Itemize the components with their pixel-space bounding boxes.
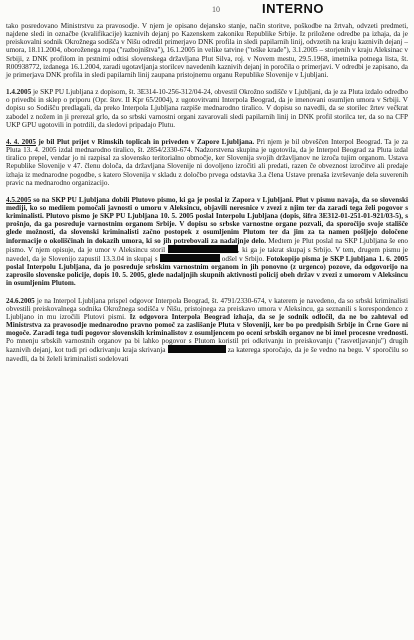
paragraph-text-bold: so na SKP PU Ljubljana dobili Plutovo pismo, ki ga je poslal iz Zapora v Ljubljani. Plut v pismu navaja, da so slovenski mediji, ko so mediiem pomočali javnosti o umoru v Aleksincu, objavili neresnice v zvezi z njim ter da zaradi tega želi pogovor s kriminalisti. Plutovo pismo je SKP PU Ljubljana 10. 5. 2005 poslal Interpolu Ljubljana (dopis, šifra 3E312-01-251-01-921/03-5), s prošnjo, da ga posreduje varnostnim organom Srbije. bbox=[6, 195, 408, 229]
paragraph-text-bold: Fotokopijo pisma je SKP Ljubljana 1. 6. 2005 poslal Interpolu Ljubljana, da jo posreduje srbskim varnostnim organom in jih ponovno (z urgenco) pozove, da odgovorijo na zaprosilo slovenske policije, dopis 10. 5. 2005, glede nadaljnjih skupnih aktivnosti policij obeh držav v zvezi z umorom v Aleksincu in osumljenim Plutom. bbox=[6, 254, 408, 288]
paragraph-intro bbox=[6, 22, 408, 79]
classification-header: INTERNO bbox=[262, 1, 324, 16]
redaction-bar bbox=[160, 254, 220, 262]
paragraph-text: Po mnenju srbskih varnostnih organov pa bi lahko pogovor s Plutom koristil pri odkrivanju in preiskovanju ("rasvetljavanju") drugih kaznivih dejanj, kot tudi pri odkrivanju kraja skrivanja bbox=[6, 337, 408, 355]
paragraph-text: je na Interpol Ljubljana prispel odgovor Interpola Beograd, št. 4791/2330-674, v katerem je navedeno, da so srbski kriminalisti obvestili preiskovalnega sodnika Okrožnega sodišča v Nišu, pristojnega za preiskavo umora v Aleksincu, ga seznanili s korespondenco z Ljubljano in mu izročili Plutovi pismi. bbox=[6, 296, 408, 321]
paragraph-date: 4. 4. 2005 bbox=[6, 137, 36, 146]
paragraph-text: , ki ga je takrat skupaj s Srbijo. V tem, drugem pismu je navedel, da je Slovenijo zapustil 13.3.04 in skupaj s bbox=[6, 245, 408, 263]
paragraph-date: 24.6.2005 bbox=[6, 296, 35, 305]
paragraph-2005-04-04 bbox=[6, 138, 408, 187]
paragraph-text: za katerega sporočajo, da je še vedno na begu. V sporočilu so navedli, da bi želeli kriminalisti sodelovati bbox=[6, 346, 408, 363]
paragraph-2005-04-01 bbox=[6, 88, 408, 129]
paragraph-2005-05-04 bbox=[6, 196, 408, 288]
paragraph-text: je SKP PU Ljubljana z dopisom, št. 3E314-10-256-312/04-24, obvestil Okrožno sodišče v Ljubljani, da je za Pluta izdalo odredbo o privedbi in sklep o priporu (Opr. štev. II Kpr 65/2004), z ugotovitvami Interpola Beograd, da je imenovani osumljen umora v Srbiji. V dopisu so Sodišču predlagali, da preko Interpola Ljubljana razpiše mednarodno tiralico. V dopisu so navedli, da se storilec žrtev večkrat zabodel z nožem in ji prerezal grlo, da so srbski varnostni organi zavarovali sledi papilarnih linij in DNK profil storilca ter, da so na CFP UKP GPU ugotovili in potrdili, da sledovi pripadajo Plutu. bbox=[6, 88, 408, 129]
paragraph-text: odšel v Srbijo. bbox=[219, 254, 267, 263]
paragraph-text-bold: V dopisu so srbske varnostne organe pozvali, da sporočijo svoje stališče glede možnosti, da slovenski kriminalisti začno postopek z osumljenim Plutom ter da jim za ta namen pošljejo določene informacije o okoliščinah in dokazih umora, ki so jih potrebovali za nadaljnje delo. bbox=[6, 220, 408, 245]
paragraph-date: 1.4.2005 bbox=[6, 88, 32, 97]
paragraph-2005-06-24 bbox=[6, 297, 408, 363]
document-body bbox=[6, 22, 408, 372]
page-number: 10 bbox=[212, 5, 220, 14]
paragraph-text: Pri njem je bil obveščen Interpol Beograd. Ta je za Pluta 13. 4. 2005 izdal mednarodno tiralico, št. 2854/2330-674. Nadzorstvena skupina je ugotovila, da je Interpol Beograd za Pluta izdal tiralico prepel, vendar jo ni razpisal za slovensko teritorialno območje, ker Slovenija svojih državljanov ne izroča tujim organom. Ustava Republike Slovenije v 47. členu določa, da državljana Slovenije ni dovoljeno izročiti ali predati, razen če obveznost izročitve ali predaje izhaja iz mednarodne pogodbe, s katero Slovenija v skladu z določbo prvega odstavka 3.a člena Ustave prenaša izvrševanje dela suverenih pravic na mednarodno organizacijo. bbox=[6, 137, 408, 187]
paragraph-lead-text: je bil Plut prijet v Rimskih toplicah in priveden v Zapore Ljubljana. bbox=[35, 137, 255, 146]
paragraph-date: 4.5.2005 bbox=[6, 195, 32, 204]
paragraph-text: tako posredovano Ministrstvu za pravosodje. V njem je opisano dejansko stanje, način storitve, poškodbe na žrtvah, odvzeti predmeti, najdene sledi in označbe (kvalifikacije) kaznivih dejanj po Kazenskem zakoniku Republike Srbije. Iz priložene odredbe pa izhaja, da je preiskovalni sodnik Okrožnega sodišča v Nišu odredil primerjavo DNK profila in sledi papilarnih linij, odvzetih na kraju kaznivih dejanj – umora, 18.11.2004, oboroženega ropa ("razbojništva"), 16.1.2005 in velike tatvine ("teške krađe"), 3.1.2005 – storjenih v kraju Aleksinac v Srbiji, z DNK profilom in prstnimi odtisi slovenskega državljana Plut Silva, roj. v Novem mestu, 29.5.1968, imetnika potnega lista, št. R00938772, izdanega 16.1.2004, zaradi ugotavljanja storilcev navedenih kaznivih dejanj in poročila o primerjavi. V odredbi je zapisano, da je primerjava DNK profila in sledi papilarnih linij zaupana pristojnemu organu Republike Slovenije v Ljubljani. bbox=[6, 22, 408, 79]
paragraph-text-bold: Iz odgovora Interpola Beograd izhaja, da se je sodnik odločil, da ne bo zahteval od Ministrstva za pravosodje mednarodno pravno pomoč za zaslišanje Pluta v Sloveniji, ker bo po predpisih Srbije in Črne Gore ni mogoče. Zaradi tega tudi pogovor slovenskih kriminalistov z osumljencem po oceni srbskih organov ne bi imel procesne vrednosti. bbox=[6, 312, 409, 338]
redaction-bar bbox=[168, 245, 238, 253]
paragraph-text: Medtem je Plut poslal na SKP Ljubljana še eno pismo. V njem opisuje, da je umor v Aleksincu storil bbox=[6, 236, 408, 254]
redaction-bar bbox=[168, 345, 226, 353]
